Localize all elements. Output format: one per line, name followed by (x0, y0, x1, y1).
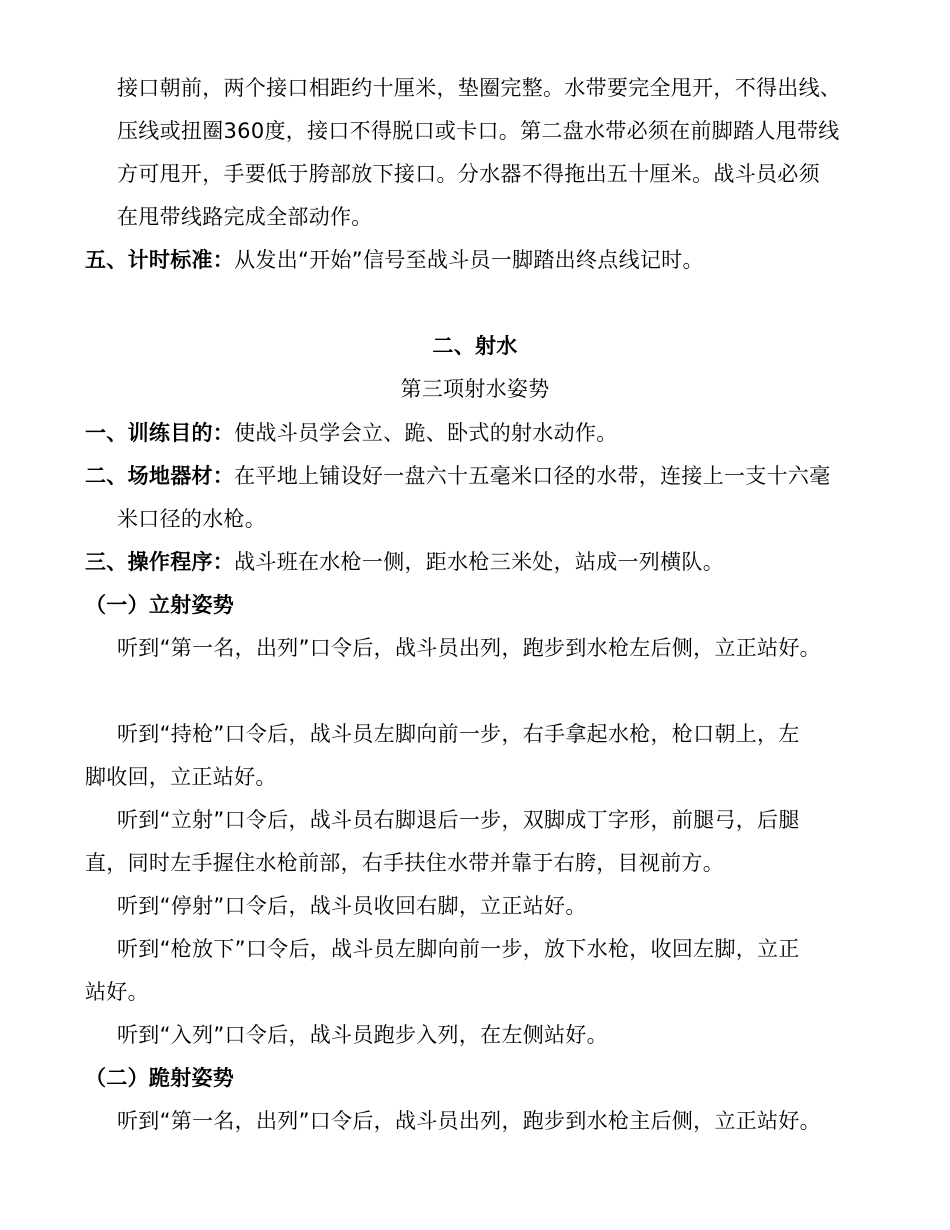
paragraph-continued: 脚收回，立正站好。 (85, 765, 277, 789)
paragraph: 听到“枪放下”口令后，战斗员左脚向前一步，放下水枪，收回左脚，立正 (117, 937, 800, 961)
item-label: 五、计时标准： (85, 248, 235, 272)
continued-paragraph-line: 接口朝前，两个接口相距约十厘米，垫圈完整。水带要完全甩开，不得出线、 (117, 76, 842, 100)
continued-paragraph-line: 压线或扭圈360度，接口不得脱口或卡口。第二盘水带必须在前脚踏人甩带线 (117, 119, 840, 143)
equipment-item-continued: 米口径的水枪。 (117, 507, 267, 531)
paragraph: 听到“第一名，出列”口令后，战斗员出列，跑步到水枪主后侧，立正站好。 (117, 1109, 821, 1133)
paragraph: 听到“持枪”口令后，战斗员左脚向前一步，右手拿起水枪，枪口朝上，左 (117, 722, 800, 746)
paragraph: 听到“第一名，出列”口令后，战斗员出列，跑步到水枪左后侧，立正站好。 (117, 636, 821, 660)
timing-standard-item (85, 245, 704, 275)
paragraph: 听到“立射”口令后，战斗员右脚退后一步，双脚成丁字形，前腿弓，后腿 (117, 808, 800, 832)
item-text: 战斗班在水枪一侧，距水枪三米处，站成一列横队。 (234, 550, 725, 574)
continued-paragraph-line: 在甩带线路完成全部动作。 (117, 205, 373, 229)
item-text: 使战斗员学会立、跪、卧式的射水动作。 (234, 421, 618, 445)
paragraph-continued: 站好。 (85, 980, 149, 1004)
continued-paragraph-line: 方可甩开，手要低于胯部放下接口。分水器不得拖出五十厘米。战斗员必须 (117, 162, 820, 186)
subsection-heading-kneeling: （二）跪射姿势 (85, 1066, 235, 1090)
equipment-item (85, 461, 831, 491)
item-text: 从发出“开始”信号至战斗员一脚踏出终点线记时。 (234, 248, 704, 272)
item-text: 在平地上铺设好一盘六十五毫米口径的水带，连接上一支十六毫 (234, 464, 831, 488)
subsection-heading-standing: （一）立射姿势 (85, 593, 235, 617)
section-subtitle: 第三项射水姿势 (400, 377, 550, 401)
procedure-item (85, 547, 724, 577)
section-title: 二、射水 (432, 334, 518, 358)
item-label: 二、场地器材： (85, 464, 235, 488)
paragraph-continued: 直，同时左手握住水枪前部，右手扶住水带并靠于右胯，目视前方。 (85, 851, 724, 875)
training-purpose-item (85, 418, 618, 448)
paragraph: 听到“停射”口令后，战斗员收回右脚，立正站好。 (117, 894, 587, 918)
item-label: 一、训练目的： (85, 421, 235, 445)
paragraph: 听到“入列”口令后，战斗员跑步入列，在左侧站好。 (117, 1023, 608, 1047)
item-label: 三、操作程序： (85, 550, 235, 574)
